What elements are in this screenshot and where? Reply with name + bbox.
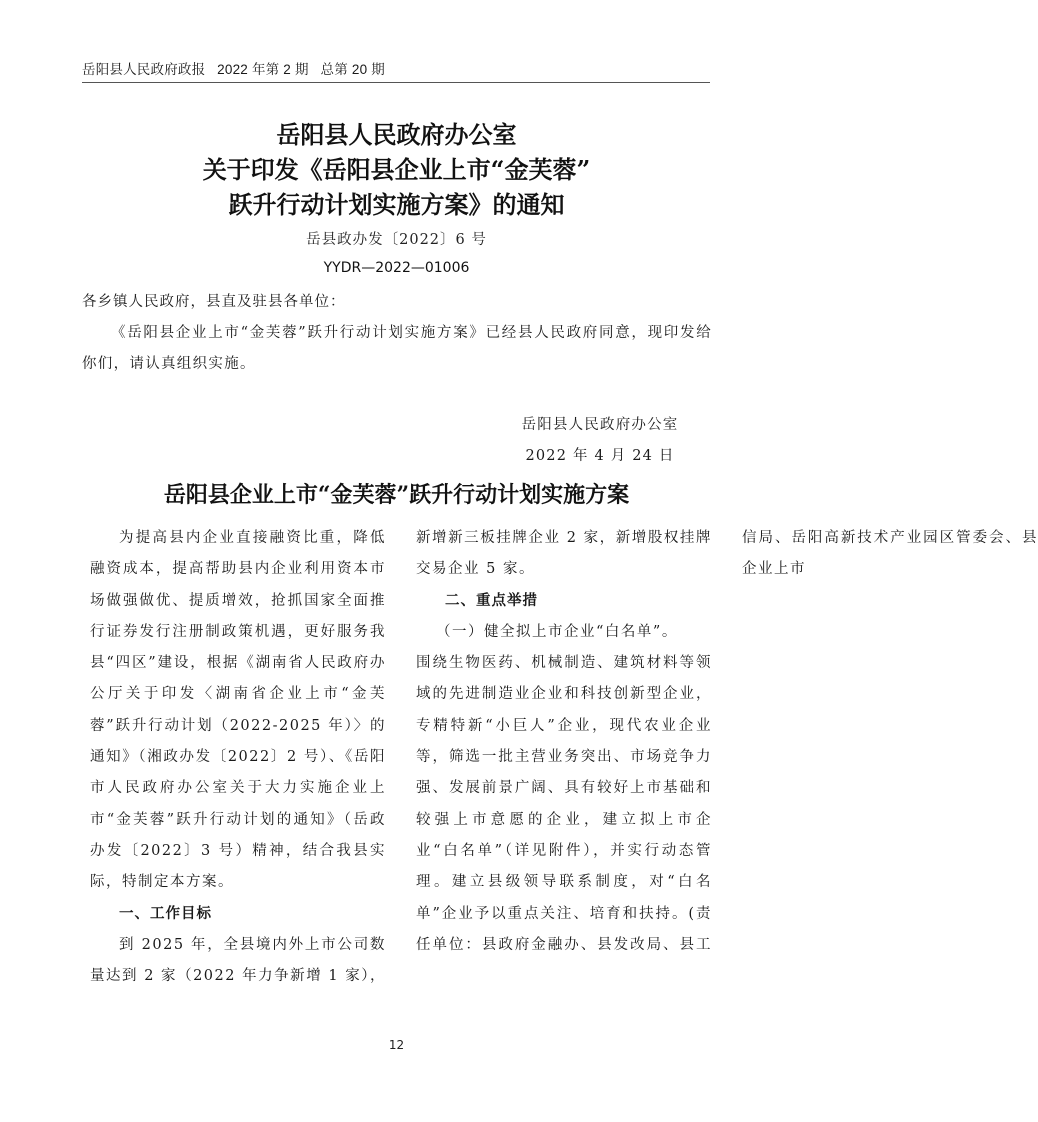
- section-heading-goals: 一、工作目标: [119, 905, 212, 922]
- section-heading-measures: 二、重点举措: [445, 592, 538, 609]
- running-header: [82, 58, 710, 83]
- notice-title-line: 跃升行动计划实施方案》的通知: [228, 190, 565, 219]
- subsection-heading-whitelist: （一）健全拟上市企业“白名单”。: [436, 623, 678, 640]
- signature-block: [480, 410, 720, 472]
- signature-organization: 岳阳县人民政府办公室: [521, 417, 679, 433]
- notice-title-line: 岳阳县人民政府办公室: [276, 120, 517, 149]
- intro-paragraph: 为提高县内企业直接融资比重，降低融资成本，提高帮助县内企业利用资本市场做强做优、提质增效，抢抓国家全面推行证券发行注册制政策机遇，更好服务我县“四区”建设，根据《湖南省人民政府办公厅关于印发〈湖南省企业上市“金芙蓉”跃升行动计划（2022-2025 年）〉的通知》（湘政办发〔2022〕2 号）、《岳阳市人民政府办公室关于大力实施企业上市“金芙蓉”跃升行动计划的通知》（岳政办发〔2022〕3 号）精神，结合我县实际，特制定本方案。: [90, 530, 386, 891]
- total-issue-number: 总第 20 期: [320, 62, 385, 77]
- signature-date: 2022 年 4 月 24 日: [525, 448, 675, 464]
- plan-body-columns: [90, 523, 1038, 993]
- notice-body: 《岳阳县企业上市“金芙蓉”跃升行动计划实施方案》已经县人民政府同意，现印发给你们，请认真组织实施。: [82, 325, 712, 372]
- notice-title-line: 关于印发《岳阳县企业上市“金芙蓉”: [202, 155, 591, 184]
- document-code: YYDR—2022—01006: [323, 260, 470, 276]
- publication-name: 岳阳县人民政府政报: [82, 62, 206, 77]
- plan-title: 岳阳县企业上市“金芙蓉”跃升行动计划实施方案: [163, 482, 630, 508]
- goals-paragraph: 到 2025 年，全县境内外上市公司数量达到 2 家（2022 年力争新增 1 家），新增新三板挂牌企业 2 家，新增股权挂牌交易企业 5 家。: [90, 530, 712, 985]
- page-number: 12: [388, 1038, 405, 1052]
- notice-title: [0, 117, 793, 222]
- addressee: 各乡镇人民政府，县直及驻县各单位：: [82, 294, 346, 310]
- document-number: 岳县政办发〔2022〕6 号: [306, 232, 487, 248]
- whitelist-paragraph: 围绕生物医药、机械制造、建筑材料等领域的先进制造业企业和科技创新型企业，专精特新“小巨人”企业，现代农业企业等，筛选一批主营业务突出、市场竞争力强、发展前景广阔、具有较好上市基础和较强上市意愿的企业，建立拟上市企业“白名单”（详见附件），并实行动态管理。建立县级领导联系制度，对“白名单”企业予以重点关注、培育和扶持。(责任单位：县政府金融办、县发改局、县工信局、岳阳高新技术产业园区管委会、县企业上市: [416, 530, 1038, 953]
- issue-number: 2022 年第 2 期: [217, 62, 309, 77]
